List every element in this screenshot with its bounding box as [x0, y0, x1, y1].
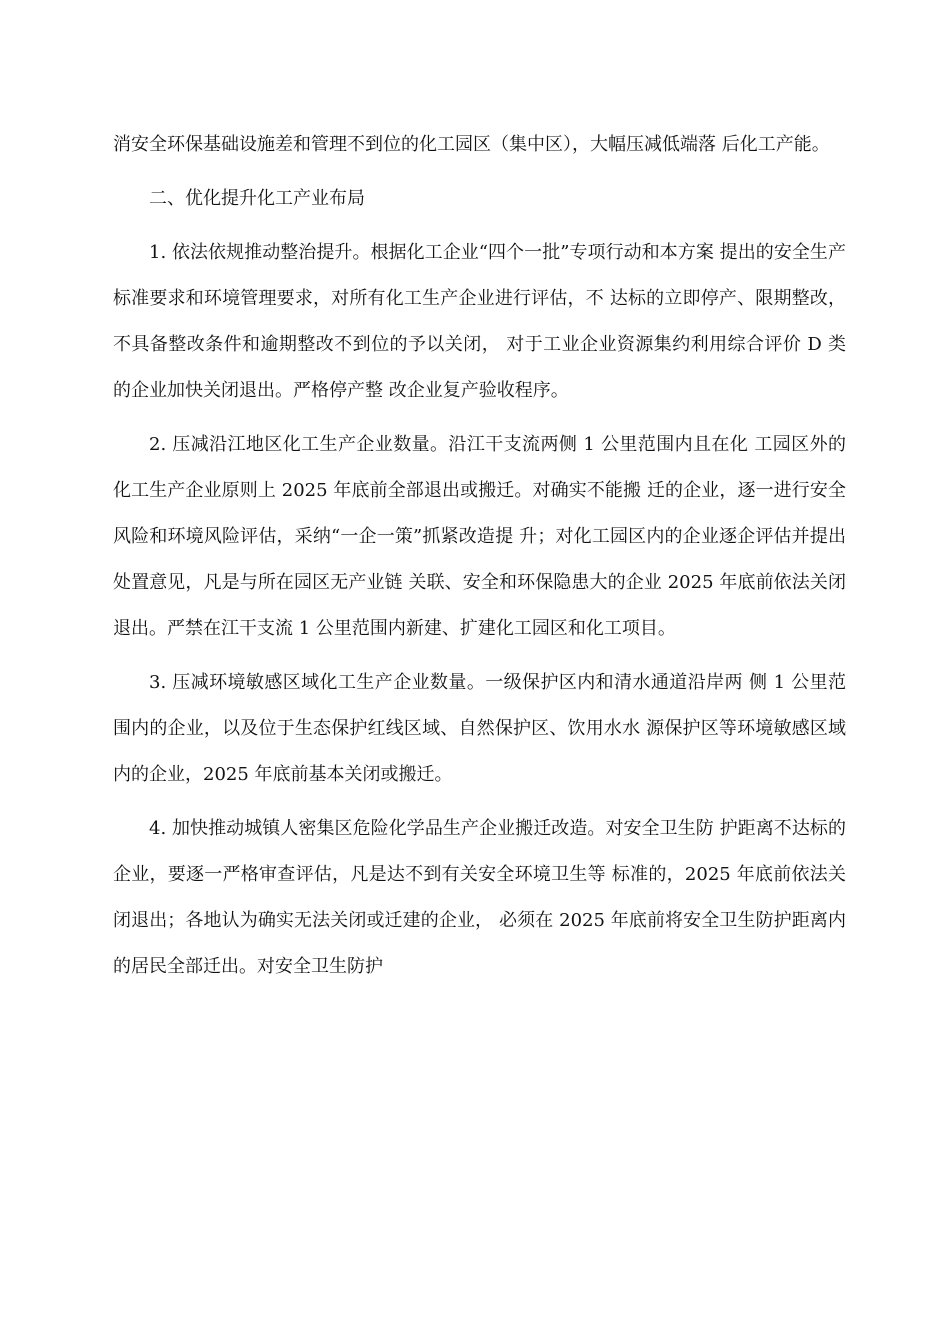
document-body [113, 122, 846, 998]
paragraph-1: 1. 依法依规推动整治提升。根据化工企业“四个一批”专项行动和本方案 提出的安全生产标准要求和环境管理要求，对所有化工生产企业进行评估，不 达标的立即停产、限期整改，不具备整改条件和逾期整改不到位的予以关闭， 对于工业企业资源集约利用综合评价 D 类的企业加快关闭退出。严格停产整 改企业复产验收程序。 [113, 242, 846, 401]
continuation-paragraph: 消安全环保基础设施差和管理不到位的化工园区（集中区），大幅压减低端落 后化工产能。 [113, 134, 830, 155]
paragraph-4: 4. 加快推动城镇人密集区危险化学品生产企业搬迁改造。对安全卫生防 护距离不达标的企业，要逐一严格审查评估，凡是达不到有关安全环境卫生等 标准的，2025 年底前依法关闭退出；各地认为确实无法关闭或迁建的企业， 必须在 2025 年底前将安全卫生防护距离内的居民全部迁出。对安全卫生防护 [113, 818, 846, 977]
paragraph-2: 2. 压减沿江地区化工生产企业数量。沿江干支流两侧 1 公里范围内且在化 工园区外的化工生产企业原则上 2025 年底前全部退出或搬迁。对确实不能搬 迁的企业，逐一进行安全风险和环境风险评估，采纳“一企一策”抓紧改造提 升；对化工园区内的企业逐企评估并提出处置意见，凡是与所在园区无产业链 关联、安全和环保隐患大的企业 2025 年底前依法关闭退出。严禁在江干支流 1 公里范围内新建、扩建化工园区和化工项目。 [113, 434, 846, 639]
section-heading: 二、优化提升化工产业布局 [149, 188, 365, 209]
paragraph-3: 3. 压减环境敏感区域化工生产企业数量。一级保护区内和清水通道沿岸两 侧 1 公里范围内的企业，以及位于生态保护红线区域、自然保护区、饮用水水 源保护区等环境敏感区域内的企业，2025 年底前基本关闭或搬迁。 [113, 672, 846, 785]
